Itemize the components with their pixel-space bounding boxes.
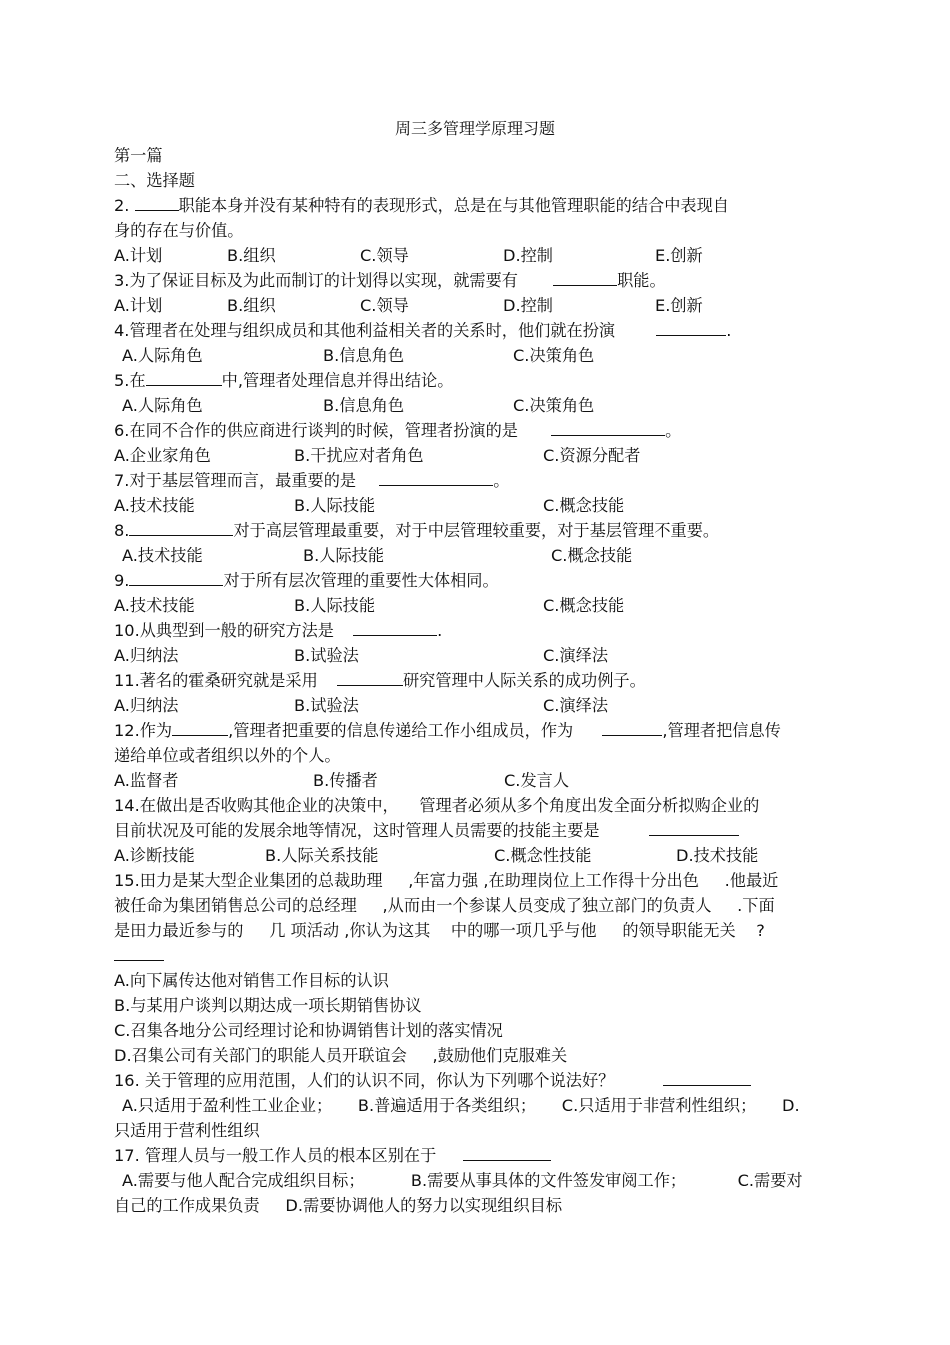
question-17-options-cont: 自己的工作成果负责 D.需要协调他人的努力以实现组织目标: [114, 1196, 563, 1215]
question-text-end: 。: [493, 471, 510, 490]
question-2-options: [114, 243, 838, 268]
question-text: 3.为了保证目标及为此而制订的计划得以实现，就需要有: [114, 271, 518, 290]
question-3-options: [114, 293, 838, 318]
option-a: A.诊断技能: [114, 846, 195, 865]
answer-blank: [649, 818, 739, 836]
question-text: 中,管理者处理信息并得出结论。: [221, 371, 454, 390]
option-d: D.控制: [503, 246, 553, 265]
question-text: 11.著名的霍桑研究就是采用: [114, 671, 318, 690]
question-text-end: 。: [665, 421, 682, 440]
option-b: B.人际技能: [294, 596, 376, 615]
question-3-stem: [114, 268, 838, 293]
option-c: C.决策角色: [513, 396, 595, 415]
question-15-option-c: C.召集各地分公司经理讨论和协调销售计划的落实情况: [114, 1021, 503, 1040]
answer-blank: [114, 943, 164, 961]
option-a: A.人际角色: [122, 396, 203, 415]
option-b: B.组织: [227, 296, 276, 315]
answer-blank: [463, 1143, 551, 1161]
question-16-stem: [114, 1068, 838, 1093]
question-6-options: [114, 443, 838, 468]
document-body: [114, 143, 838, 1218]
question-number: 8.: [114, 521, 130, 540]
question-text-end: 研究管理中人际关系的成功例子。: [402, 671, 646, 690]
question-number: 5.在: [114, 371, 146, 390]
question-text: 4.管理者在处理与组织成员和其他利益相关者的关系时，他们就在扮演: [114, 321, 616, 340]
option-a: A.归纳法: [114, 646, 179, 665]
option-b: B.信息角色: [323, 396, 405, 415]
option-a: A.技术技能: [114, 496, 195, 515]
question-2-stem: [114, 193, 838, 218]
option-b: B.组织: [227, 246, 276, 265]
option-c: C.演绎法: [543, 646, 609, 665]
option-b: B.信息角色: [323, 346, 405, 365]
option-d: D.技术技能: [676, 846, 759, 865]
answer-blank: [379, 468, 493, 486]
question-text-end: .: [726, 321, 732, 340]
answer-blank: [129, 518, 233, 536]
option-a: A.计划: [114, 246, 163, 265]
option-d: D.控制: [503, 296, 553, 315]
question-text: 17. 管理人员与一般工作人员的根本区别在于: [114, 1146, 437, 1165]
question-text-end: ,管理者把信息传: [662, 721, 781, 740]
question-text-end: 职能。: [617, 271, 666, 290]
question-7-options: [114, 493, 838, 518]
option-c: C.决策角色: [513, 346, 595, 365]
question-number: 12.作为: [114, 721, 173, 740]
option-c: C.资源分配者: [543, 446, 641, 465]
option-c: C.概念性技能: [494, 846, 592, 865]
question-4-options: [114, 343, 838, 368]
option-c: C.发言人: [504, 771, 570, 790]
question-12-stem: [114, 718, 838, 743]
question-10-stem: [114, 618, 838, 643]
question-text: 职能本身并没有某种特有的表现形式，总是在与其他管理职能的结合中表现自: [178, 196, 729, 215]
question-11-options: [114, 693, 838, 718]
option-c: C.概念技能: [551, 546, 633, 565]
question-9-options: [114, 593, 838, 618]
part-heading: 第一篇: [114, 146, 163, 165]
question-10-options: [114, 643, 838, 668]
option-b: B.人际技能: [303, 546, 385, 565]
question-11-stem: [114, 668, 838, 693]
option-b: B.传播者: [313, 771, 378, 790]
question-text: 对于所有层次管理的重要性大体相同。: [223, 571, 499, 590]
option-b: B.干扰应对者角色: [294, 446, 424, 465]
option-a: A.技术技能: [122, 546, 203, 565]
answer-blank: [172, 718, 228, 736]
question-12-options: [114, 768, 838, 793]
answer-blank: [553, 268, 617, 286]
answer-blank: [602, 718, 662, 736]
question-16-options: A.只适用于盈利性工业企业； B.普遍适用于各类组织； C.只适用于非营利性组织； D.: [122, 1096, 800, 1115]
question-16-options-cont: 只适用于营利性组织: [114, 1121, 260, 1140]
question-2-stem-cont: 身的存在与价值。: [114, 221, 244, 240]
question-17-stem: [114, 1143, 838, 1168]
section-heading: 二、选择题: [114, 171, 195, 190]
option-c: C.领导: [360, 246, 409, 265]
question-15-option-b: B.与某用户谈判以期达成一项长期销售协议: [114, 996, 422, 1015]
option-a: A.计划: [114, 296, 163, 315]
question-number: 2.: [114, 196, 130, 215]
question-text: 10.从典型到一般的研究方法是: [114, 621, 334, 640]
question-5-options: [114, 393, 838, 418]
answer-blank: [551, 418, 665, 436]
answer-blank: [337, 668, 403, 686]
question-15-stem-cont-2: 是田力最近参与的 几 项活动 ,你认为这其 中的哪一项几乎与他 的领导职能无关 ?: [114, 921, 765, 940]
question-6-stem: [114, 418, 838, 443]
option-a: A.企业家角色: [114, 446, 211, 465]
answer-blank: [656, 318, 726, 336]
option-b: B.人际技能: [294, 496, 376, 515]
answer-blank: [146, 368, 222, 386]
option-a: A.归纳法: [114, 696, 179, 715]
option-a: A.人际角色: [122, 346, 203, 365]
question-17-options: A.需要与他人配合完成组织目标； B.需要从事具体的文件签发审阅工作； C.需要对: [122, 1171, 803, 1190]
option-b: B.试验法: [294, 696, 359, 715]
question-4-stem: [114, 318, 838, 343]
option-e: E.创新: [655, 296, 703, 315]
option-c: C.概念技能: [543, 596, 625, 615]
question-14-stem-cont: [114, 818, 838, 843]
question-15-option-a: A.向下属传达他对销售工作目标的认识: [114, 971, 389, 990]
question-15-stem-cont: 被任命为集团销售总公司的总经理 ,从而由一个参谋人员变成了独立部门的负责人 .下面: [114, 896, 775, 915]
question-text: 7.对于基层管理而言，最重要的是: [114, 471, 357, 490]
question-15-stem: 15.田力是某大型企业集团的总裁助理 ,年富力强 ,在助理岗位上工作得十分出色 .他最近: [114, 871, 779, 890]
question-7-stem: [114, 468, 838, 493]
question-number: 9.: [114, 571, 130, 590]
option-a: A.技术技能: [114, 596, 195, 615]
question-text-end: .: [437, 621, 443, 640]
document-title: 周三多管理学原理习题: [394, 119, 555, 138]
question-14-options: [114, 843, 838, 868]
option-e: E.创新: [655, 246, 703, 265]
question-9-stem: [114, 568, 838, 593]
question-5-stem: [114, 368, 838, 393]
option-b: B.试验法: [294, 646, 359, 665]
option-b: B.人际关系技能: [265, 846, 379, 865]
question-15-blank-line: [114, 943, 838, 968]
answer-blank: [353, 618, 437, 636]
option-c: C.概念技能: [543, 496, 625, 515]
question-8-options: [114, 543, 838, 568]
question-8-stem: [114, 518, 838, 543]
question-text: 6.在同不合作的供应商进行谈判的时候，管理者扮演的是: [114, 421, 518, 440]
answer-blank: [663, 1068, 751, 1086]
question-15-option-d: D.召集公司有关部门的职能人员开联谊会 ,鼓励他们克服难关: [114, 1046, 568, 1065]
question-text: 目前状况及可能的发展余地等情况，这时管理人员需要的技能主要是: [114, 821, 600, 840]
question-text: 对于高层管理最重要，对于中层管理较重要，对于基层管理不重要。: [233, 521, 720, 540]
option-c: C.领导: [360, 296, 409, 315]
question-text: 16. 关于管理的应用范围，人们的认识不同，你认为下列哪个说法好？: [114, 1071, 615, 1090]
option-c: C.演绎法: [543, 696, 609, 715]
answer-blank: [135, 193, 179, 211]
question-12-stem-cont: 递给单位或者组织以外的个人。: [114, 746, 341, 765]
answer-blank: [129, 568, 223, 586]
option-a: A.监督者: [114, 771, 179, 790]
question-text: ,管理者把重要的信息传递给工作小组成员，作为: [228, 721, 574, 740]
question-14-stem: 14.在做出是否收购其他企业的决策中， 管理者必须从多个角度出发全面分析拟购企业的: [114, 796, 760, 815]
